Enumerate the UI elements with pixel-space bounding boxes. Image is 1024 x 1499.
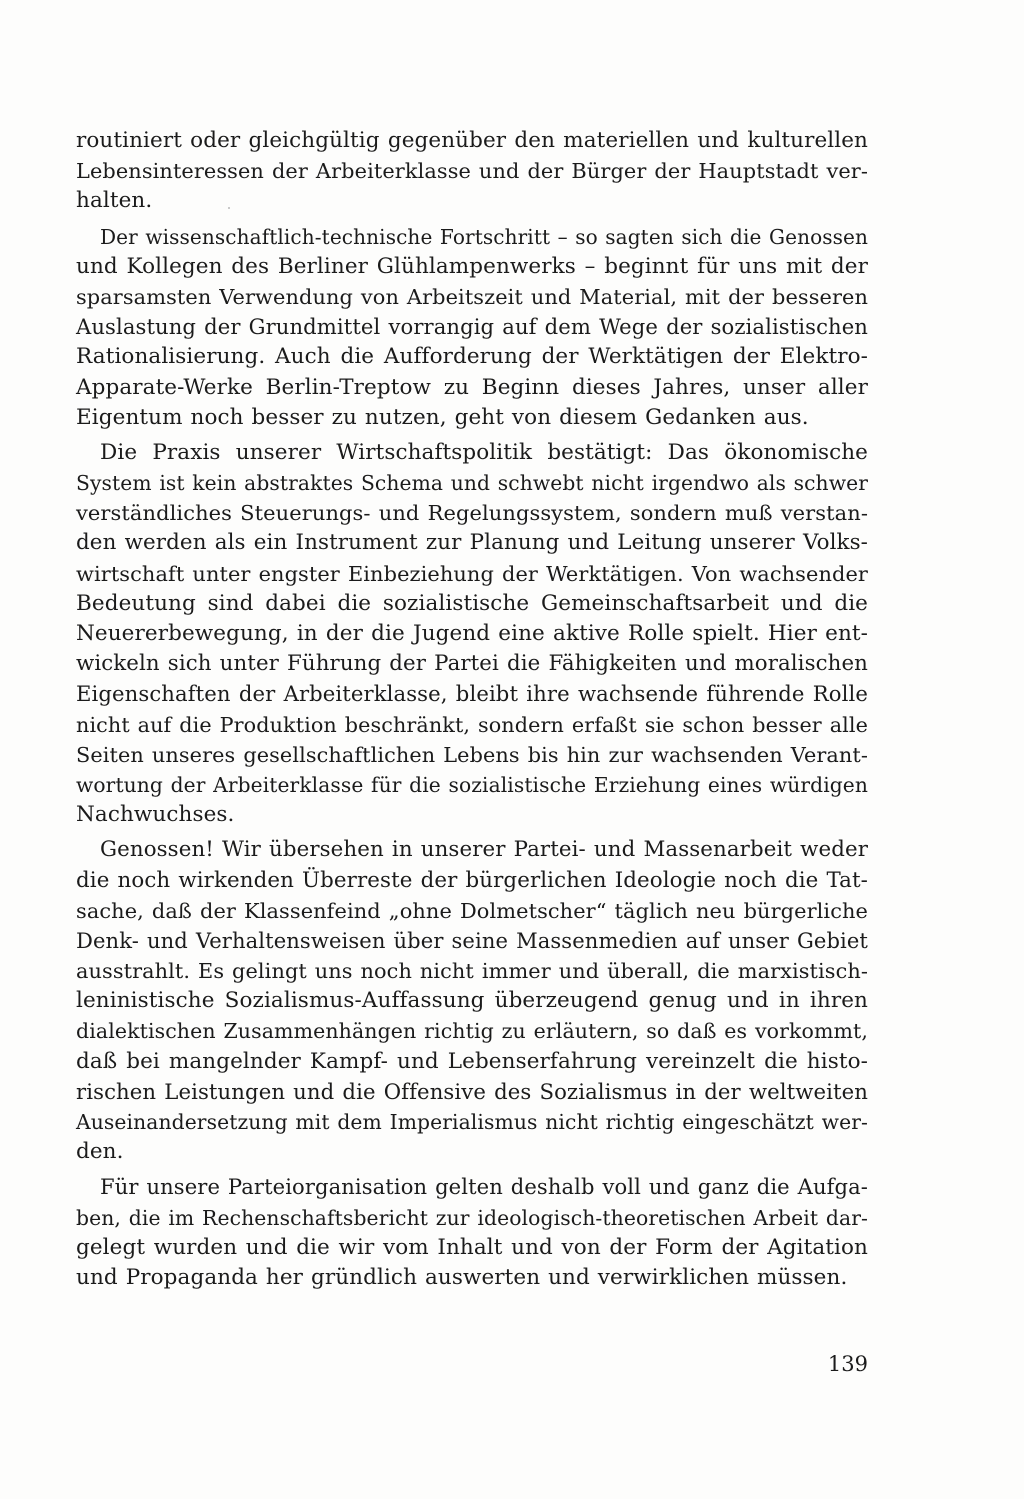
text-line: gelegt wurden und die wir vom Inhalt und von der Form der Agitation xyxy=(76,1234,868,1260)
text-line: Auslastung der Grundmittel vorrangig auf dem Wege der sozialistischen xyxy=(76,314,868,340)
text-line: und Kollegen des Berliner Glühlampenwerks – beginnt für uns mit der xyxy=(76,253,868,279)
text-line: den werden als ein Instrument zur Planung und Leitung unserer Volks- xyxy=(76,530,868,556)
text-line: routiniert oder gleichgültig gegenüber den materiellen und kulturellen xyxy=(76,128,868,153)
page-number: 139 xyxy=(827,1352,868,1376)
text-line: Lebensinteressen der Arbeiterklasse und der Bürger der Hauptstadt ver- xyxy=(76,159,868,184)
text-line: verständliches Steuerungs- und Regelungssystem, sondern muß verstan- xyxy=(76,501,868,526)
paragraph xyxy=(76,438,868,830)
text-line: daß bei mangelnder Kampf- und Lebenserfahrung vereinzelt die histo- xyxy=(76,1048,868,1074)
text-line: nicht auf die Produktion beschränkt, sondern erfaßt sie schon besser alle xyxy=(76,712,868,737)
text-line: den. xyxy=(76,1139,124,1165)
text-line: wortung der Arbeiterklasse für die sozialistische Erziehung eines würdigen xyxy=(76,772,868,797)
text-line: Für unsere Parteiorganisation gelten deshalb voll und ganz die Aufga- xyxy=(100,1174,868,1200)
text-line: ausstrahlt. Es gelingt uns noch nicht immer und überall, die marxistisch- xyxy=(76,959,868,984)
paragraph xyxy=(76,222,868,433)
text-line: Bedeutung sind dabei die sozialistische Gemeinschaftsarbeit und die xyxy=(76,590,868,616)
text-line: sache, daß der Klassenfeind „ohne Dolmetscher“ täglich neu bürgerliche xyxy=(76,898,868,923)
text-line: wirtschaft unter engster Einbeziehung der Werktätigen. Von wachsender xyxy=(76,561,868,586)
text-line: Apparate-Werke Berlin-Treptow zu Beginn dieses Jahres, unser aller xyxy=(76,374,868,400)
text-line: Nachwuchses. xyxy=(76,802,235,828)
text-line: halten. xyxy=(76,188,153,214)
text-line: Genossen! Wir übersehen in unserer Partei- und Massenarbeit weder xyxy=(100,837,868,863)
text-line: Rationalisierung. Auch die Aufforderung der Werktätigen der Elektro- xyxy=(76,344,868,370)
text-line: Denk- und Verhaltensweisen über seine Massenmedien auf unser Gebiet xyxy=(76,927,868,953)
text-line: wickeln sich unter Führung der Partei die Fähigkeiten und moralischen xyxy=(76,651,868,677)
text-line: dialektischen Zusammenhängen richtig zu erläutern, so daß es vorkommt, xyxy=(76,1019,868,1044)
text-line: Eigenschaften der Arbeiterklasse, bleibt ihre wachsende führende Rolle xyxy=(76,681,868,707)
text-line: Auseinandersetzung mit dem Imperialismus nicht richtig eingeschätzt wer- xyxy=(76,1110,868,1134)
text-line: rischen Leistungen und die Offensive des Sozialismus in der weltweiten xyxy=(76,1078,868,1104)
text-line: sparsamsten Verwendung von Arbeitszeit und Material, mit der besseren xyxy=(76,284,868,309)
text-line: Eigentum noch besser zu nutzen, geht von diesem Gedanken aus. xyxy=(76,404,809,430)
paragraph xyxy=(76,835,868,1167)
text-line: Der wissenschaftlich-technische Fortschritt – so sagten sich die Genossen xyxy=(100,224,869,249)
text-line: System ist kein abstraktes Schema und schwebt nicht irgendwo als schwer xyxy=(76,471,868,496)
paragraph xyxy=(76,126,868,217)
text-line: Neuererbewegung, in der die Jugend eine aktive Rolle spielt. Hier ent- xyxy=(76,621,868,646)
text-line: Die Praxis unserer Wirtschaftspolitik bestätigt: Das ökonomische xyxy=(100,439,868,465)
text-line: ben, die im Rechenschaftsbericht zur ideologisch-theoretischen Arbeit dar- xyxy=(76,1205,868,1230)
body-text xyxy=(76,126,868,1293)
text-line: leninistische Sozialismus-Auffassung überzeugend genug und in ihren xyxy=(76,988,868,1014)
text-line: Seiten unseres gesellschaftlichen Lebens bis hin zur wachsenden Verant- xyxy=(76,742,868,767)
text-line: und Propaganda her gründlich auswerten und verwirklichen müssen. xyxy=(76,1264,848,1290)
text-line: die noch wirkenden Überreste der bürgerlichen Ideologie noch die Tat- xyxy=(76,867,868,893)
paragraph xyxy=(76,1172,868,1293)
